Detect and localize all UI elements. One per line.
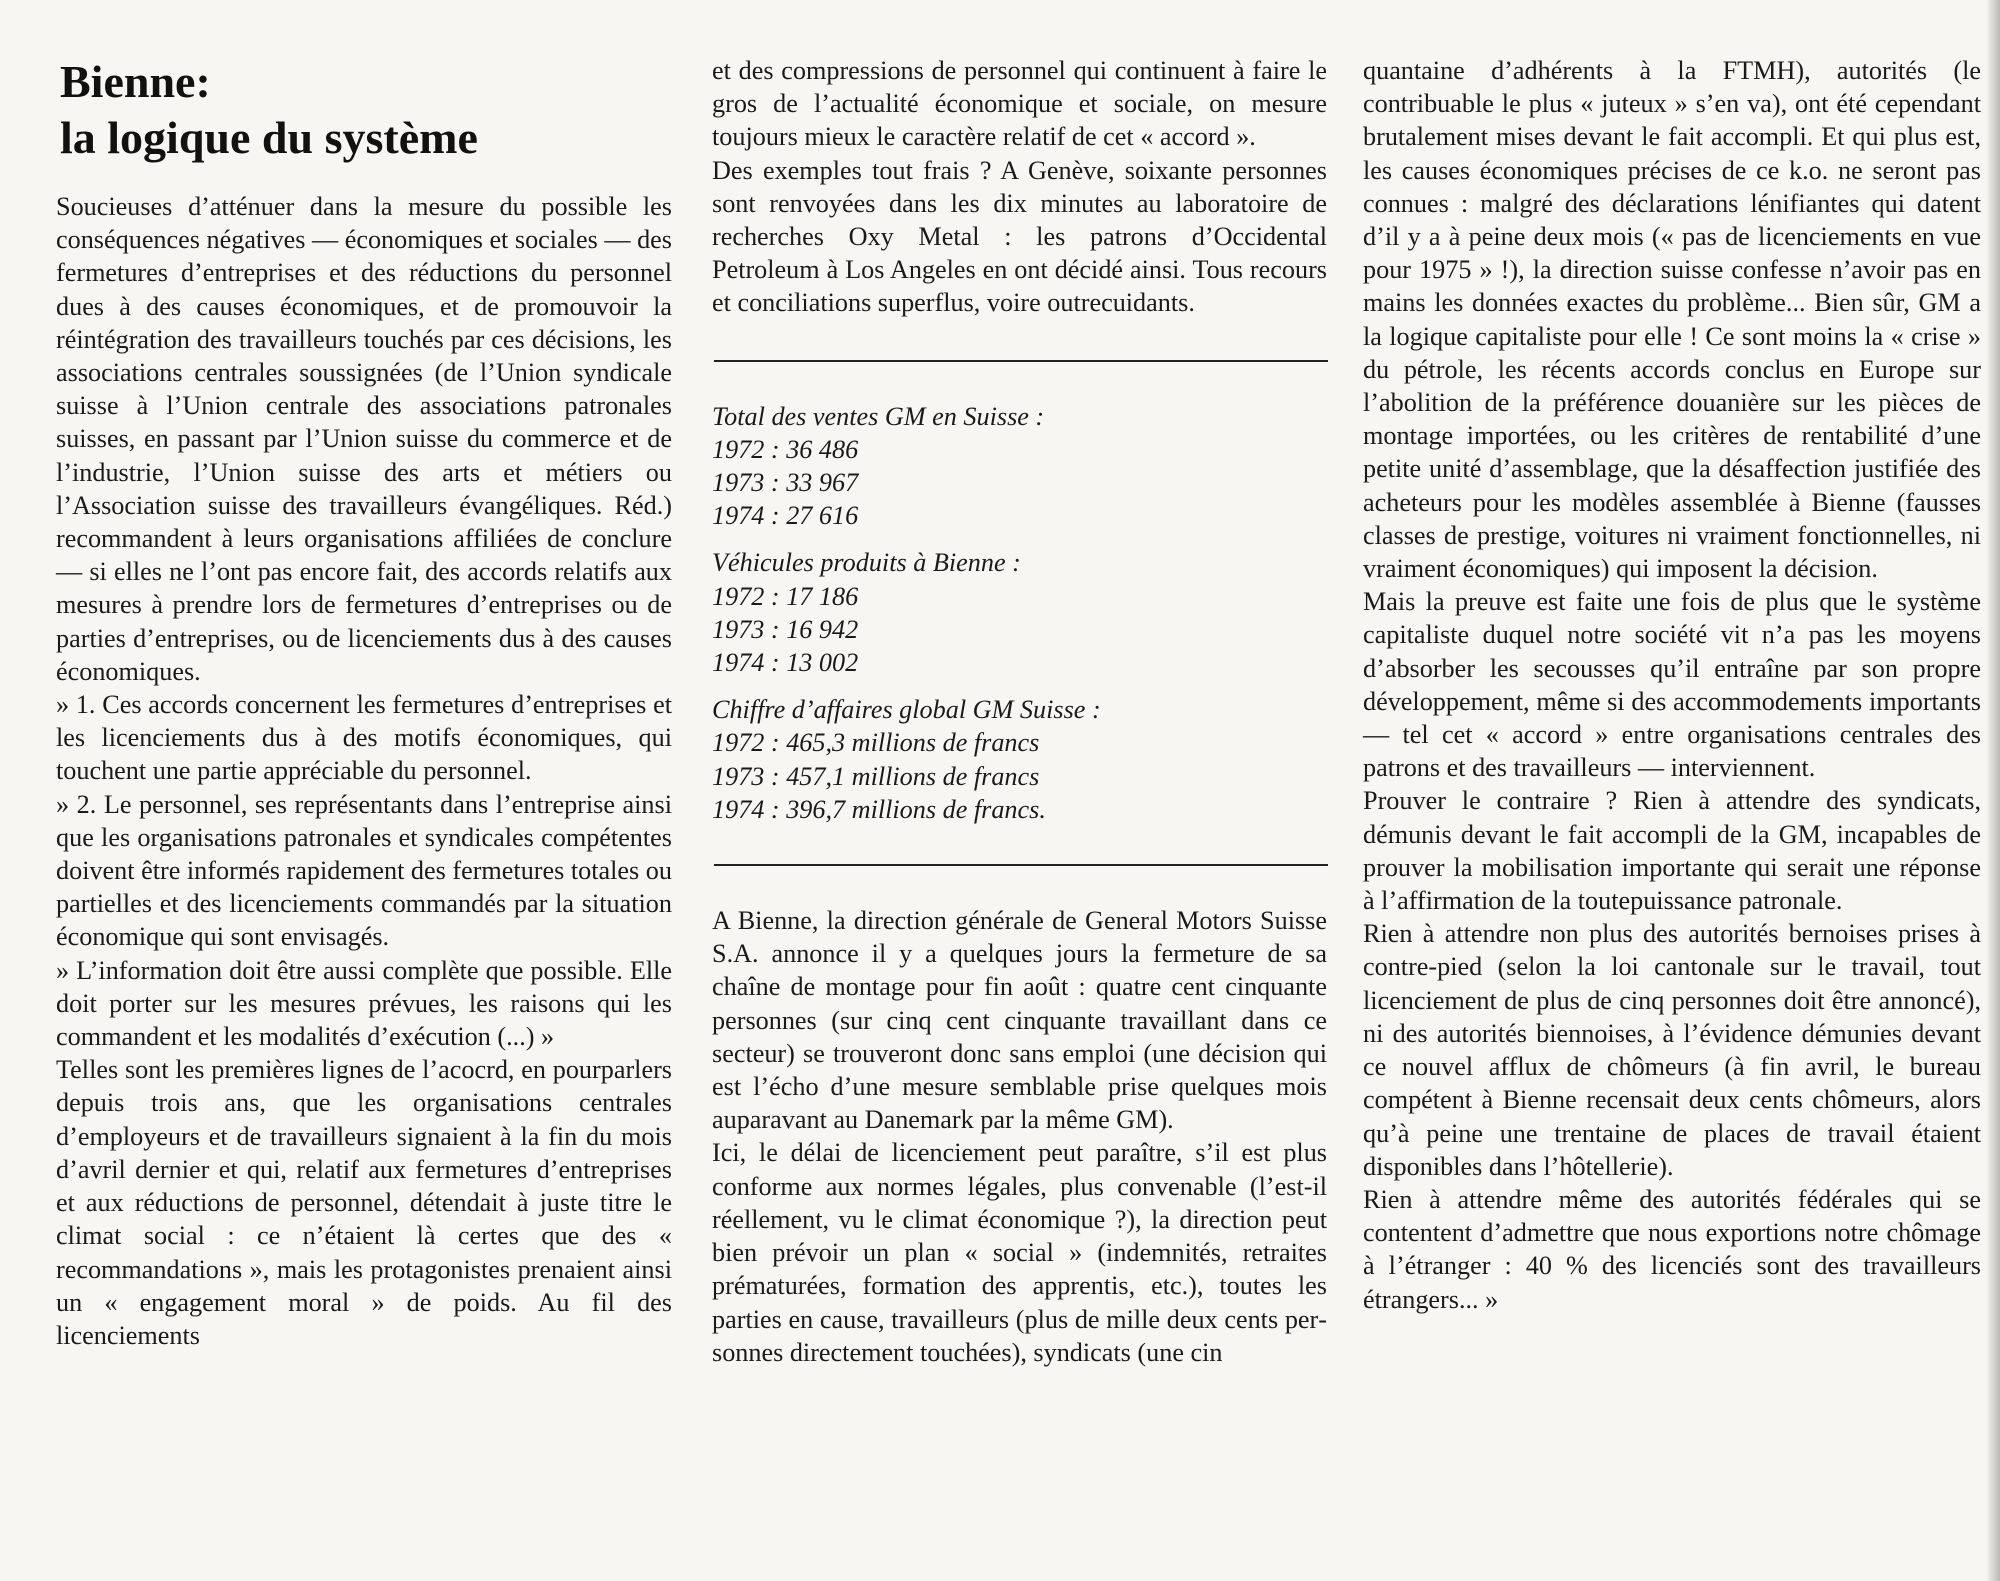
stat-line: 1974 : 13 002 [712,648,859,678]
paragraph: » 1. Ces accords concernent les fermetures d’entreprises et les licenciements dus à des motifs économiques, qui touchent une partie appréciable du personnel. [56,690,672,786]
headline-line-1: Bienne: [60,56,211,107]
turnover-stats [712,693,1327,826]
paragraph: » 2. Le personnel, ses représentants dans l’entreprise ainsi que les organisations patronales et syndicales compétentes doivent être informés rapidement des fermetures totales ou partielles et des licenciements commandés par la situation économique qui sont envisagés. [56,789,672,952]
sales-heading: Total des ventes GM en Suisse : [712,401,1045,431]
paragraph: quantaine d’adhérents à la FTMH), autorités (le contribuable le plus « juteux » s’en va), ont été cependant brutalement mises devant le fait accompli. Et qui plus est, les causes économiques précises de ce k.o. ne seront pas connues : malgré des déclarations lénifiantes qui datent d’il y a à peine deux mois (« pas de licenciements en vue pour 1975 » !), la direction suisse confesse n’avoir pas en mains les données exactes du problème... Bien sûr, GM a la logique capitaliste pour elle ! Ce sont moins la « crise » du pétrole, les récents accords conclus en Europe sur l’abolition de la préférence douanière sur les pièces de montage importées, ou les critères de rentabilité d’une petite unité d’assemblage, que la désaffection justifiée des acheteurs pour les modèles assemblée à Bienne (fausses classes de prestige, voitures ni vraiment fonctionnelles, ni vraiment économiques) qui imposent la décision. [1363,56,1981,584]
sales-stats [712,400,1327,533]
paragraph: Soucieuses d’atténuer dans la mesure du possible les conséquences négatives — économiques et sociales — des fermetures d’entreprises et des réductions du personnel dues à des causes économiques, et de promouvoir la réintégration des travailleurs touchés par ces décisions, les associations centrales soussignées (de l’Union syndicale suisse à l’Union centrale des associations patronales suisses, en passant par l’Union suisse du commerce et de l’industrie, l’Union suisse des arts et métiers ou l’Association suisse des travailleurs évangéliques. Réd.) recommandent à leurs organisations affiliées de conclure — si elles ne l’ont pas encore fait, des accords relatifs aux mesures à prendre lors de fermetures d’entreprises ou de parties d’entreprises, ou de licenciements dus à des causes économiques. [56,192,672,686]
stat-line: 1973 : 16 942 [712,614,859,644]
paragraph: Mais la preuve est faite une fois de plus que le système capitaliste duquel notre société vit n’a pas les moyens d’absorber les secousses qu’il entraîne par son propre développement, même si des accommodements importants — tel cet « accord » entre organisations centrales des patrons et des travailleurs — interviennent. [1363,587,1981,783]
vehicles-heading: Véhicules produits à Bienne : [712,548,1021,578]
paragraph: Des exemples tout frais ? A Genève, soixante personnes sont renvoyées dans les dix minutes au laboratoire de recherches Oxy Metal : les patrons d’Occidental Petroleum à Los Angeles en ont décidé ainsi. Tous recours et conciliations superflus, voire outrecuidants. [712,155,1327,318]
paragraph: » L’information doit être aussi complète que possible. Elle doit porter sur les mesures prévues, les raisons qui les commandent et les modalités d’exécution (...) » [56,955,672,1052]
column-middle [712,54,1327,1369]
paragraph: Rien à attendre même des autorités fédérales qui se contentent d’admettre que nous exportions notre chômage à l’étranger : 40 % des licenciés sont des travailleurs étrangers... » [1363,1184,1981,1314]
turnover-heading: Chiffre d’affaires global GM Suisse : [712,695,1101,725]
article-headline [60,54,672,166]
stat-line: 1974 : 27 616 [712,501,859,531]
divider-rule-top [714,360,1328,362]
paragraph: Ici, le délai de licenciement peut paraître, s’il est plus conforme aux normes légales, plus convenable (l’est-il réellement, vu le climat économique ?), la direction peut bien prévoir un plan « social » (indemnités, retraites prématurées, formation des apprentis, etc.), toutes les parties en cause, travailleurs (plus de mille deux cents personnes directement touchées), syndicats (une cin [712,1138,1327,1367]
stat-line: 1973 : 33 967 [712,468,859,498]
paragraph: Rien à attendre non plus des autorités bernoises prises à contre-pied (selon la loi cantonale sur le travail, tout licenciement de plus de cinq personnes doit être annoncé), ni des autorités biennoises, à l’évidence démunies devant ce nouvel afflux de chômeurs (à fin avril, le bureau compétent à Bienne recensait deux cents chômeurs, alors qu’à peine une trentaine de places de travail étaient disponibles dans l’hôtellerie). [1363,919,1981,1181]
page-binding-shadow [1986,0,2000,1581]
stat-line: 1973 : 457,1 millions de francs [712,761,1040,791]
paragraph: A Bienne, la direction générale de General Motors Suisse S.A. annonce il y a quelques jours la fermeture de sa chaîne de montage pour fin août : quatre cent cinquante personnes (sur cinq cent cinquante travaillant dans ce secteur) se trouveront donc sans emploi (une décision qui est l’écho d’une mesure semblable prise quelques mois auparavant au Danemark par la même GM). [712,906,1327,1135]
stat-line: 1972 : 465,3 millions de francs [712,728,1040,758]
column-left [56,54,672,1352]
paragraph: Telles sont les premières lignes de l’acocrd, en pourparlers depuis trois ans, que les organisations centrales d’employeurs et de travailleurs signaient à la fin du mois d’avril dernier et qui, relatif aux fermetures d’entreprises et aux réductions de personnel, détendait à juste titre le climat social : ce n’étaient là certes que des « recommandations », mais les protagonistes prenaient ainsi un « engagement moral » de poids. Au fil des licenciements [56,1055,672,1350]
stat-line: 1972 : 17 186 [712,581,859,611]
divider-rule-bottom [714,864,1328,866]
headline-line-2: la logique du système [60,112,478,163]
stat-line: 1974 : 396,7 millions de francs. [712,794,1046,824]
stat-line: 1972 : 36 486 [712,434,859,464]
column-right [1363,54,1981,1316]
paragraph: et des compressions de personnel qui continuent à faire le gros de l’actualité économique et sociale, on mesure toujours mieux le caractère relatif de cet « accord ». [712,56,1327,152]
paragraph: Prouver le contraire ? Rien à attendre des syndicats, démunis devant le fait accompli de la GM, incapables de prouver la mobilisation importante qui serait une réponse à l’affirmation de la toutepuissance patronale. [1363,786,1981,916]
gm-statistics-box [712,400,1327,826]
vehicles-stats [712,546,1327,679]
